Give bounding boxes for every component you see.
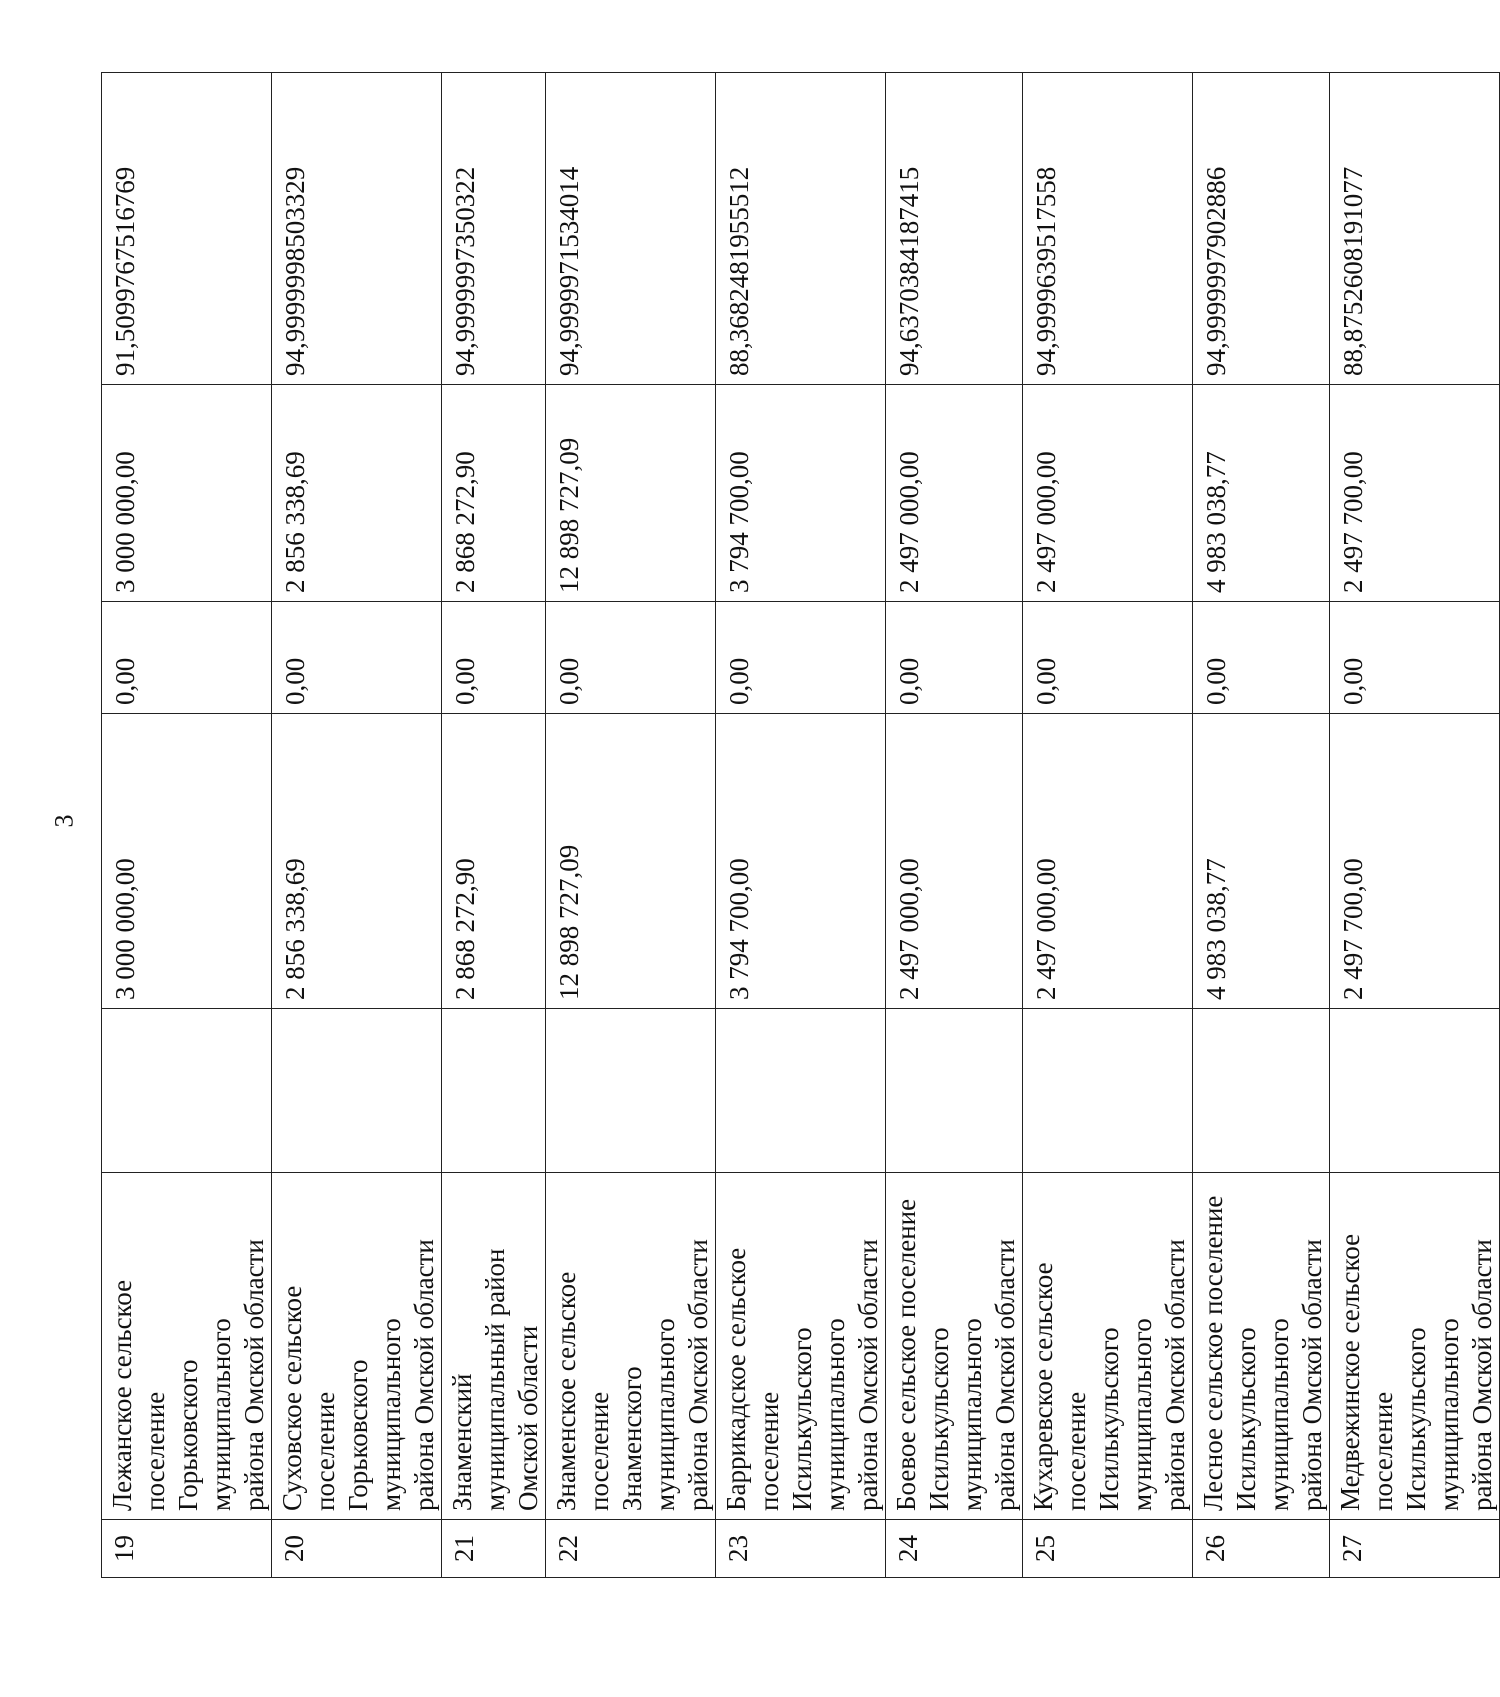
- municipality-name-cell: [1023, 1173, 1193, 1520]
- row-number-cell: 25: [1023, 1520, 1193, 1578]
- municipality-name-line: Лежанское сельское поселение: [107, 1279, 170, 1511]
- amount-cell: 2 497 000,00: [1023, 714, 1193, 1009]
- percent-cell: 91,5099767516769: [102, 73, 272, 385]
- row-number-cell: 20: [272, 1520, 442, 1578]
- empty-cell: [886, 1009, 1023, 1173]
- budget-table: [101, 72, 1500, 1578]
- table-body: [102, 73, 1500, 1578]
- empty-cell: [1023, 1009, 1193, 1173]
- zero-amount-cell: 0,00: [1023, 602, 1193, 714]
- rotated-table-container: [101, 73, 1497, 1578]
- amount-cell: 3 794 700,00: [716, 714, 886, 1009]
- municipality-name-line: района Омской области: [683, 1239, 713, 1511]
- zero-amount-cell: 0,00: [442, 602, 546, 714]
- empty-cell: [1193, 1009, 1330, 1173]
- table-row: [102, 73, 272, 1578]
- table-row: [442, 73, 546, 1578]
- municipality-name-line: Горьковского муниципального: [343, 1318, 406, 1511]
- municipality-name-cell: [442, 1173, 546, 1520]
- municipality-name-line: Боевое сельское поселение: [891, 1198, 921, 1511]
- total-amount-cell: 3 794 700,00: [716, 385, 886, 602]
- total-amount-cell: 12 898 727,09: [546, 385, 716, 602]
- municipality-name-cell: [102, 1173, 272, 1520]
- total-amount-cell: 2 497 700,00: [1330, 385, 1500, 602]
- total-amount-cell: 3 000 000,00: [102, 385, 272, 602]
- municipality-name-line: Исилькульского муниципального: [924, 1318, 987, 1511]
- municipality-name-cell: [886, 1173, 1023, 1520]
- empty-cell: [102, 1009, 272, 1173]
- total-amount-cell: 4 983 038,77: [1193, 385, 1330, 602]
- row-number-cell: 19: [102, 1520, 272, 1578]
- total-amount-cell: 2 497 000,00: [886, 385, 1023, 602]
- municipality-name-line: Исилькульского муниципального: [1094, 1318, 1157, 1511]
- row-number-cell: 21: [442, 1520, 546, 1578]
- municipality-name-line: района Омской области: [239, 1239, 269, 1511]
- municipality-name-line: района Омской области: [1297, 1239, 1327, 1511]
- empty-cell: [442, 1009, 546, 1173]
- amount-cell: 2 868 272,90: [442, 714, 546, 1009]
- municipality-name-line: Знаменское сельское поселение: [551, 1271, 614, 1511]
- percent-cell: 94,6370384187415: [886, 73, 1023, 385]
- municipality-name-line: района Омской области: [990, 1239, 1020, 1511]
- municipality-name-cell: [716, 1173, 886, 1520]
- municipality-name-line: Медвежинское сельское поселение: [1335, 1233, 1398, 1511]
- percent-cell: 94,9999639517558: [1023, 73, 1193, 385]
- amount-cell: 12 898 727,09: [546, 714, 716, 1009]
- municipality-name-line: Исилькульского муниципального: [1231, 1318, 1294, 1511]
- municipality-name-line: Исилькульского муниципального: [1401, 1318, 1464, 1511]
- municipality-name-line: Горьковского муниципального: [173, 1318, 236, 1511]
- row-number-cell: 23: [716, 1520, 886, 1578]
- table-row: [1023, 73, 1193, 1578]
- row-number-cell: 24: [886, 1520, 1023, 1578]
- table-row: [1330, 73, 1500, 1578]
- table-row: [886, 73, 1023, 1578]
- municipality-name-cell: [1330, 1173, 1500, 1520]
- empty-cell: [1330, 1009, 1500, 1173]
- percent-cell: 94,9999971534014: [546, 73, 716, 385]
- municipality-name-line: района Омской области: [409, 1239, 439, 1511]
- municipality-name-line: Омской области: [513, 1325, 543, 1511]
- table-row: [546, 73, 716, 1578]
- amount-cell: 3 000 000,00: [102, 714, 272, 1009]
- municipality-name-cell: [546, 1173, 716, 1520]
- empty-cell: [272, 1009, 442, 1173]
- municipality-name-line: Баррикадское сельское поселение: [721, 1247, 784, 1511]
- table-row: [1193, 73, 1330, 1578]
- total-amount-cell: 2 856 338,69: [272, 385, 442, 602]
- percent-cell: 94,9999997902886: [1193, 73, 1330, 385]
- zero-amount-cell: 0,00: [1330, 602, 1500, 714]
- municipality-name-line: Кухаревское сельское поселение: [1028, 1262, 1091, 1511]
- municipality-name-line: района Омской области: [1160, 1239, 1190, 1511]
- zero-amount-cell: 0,00: [1193, 602, 1330, 714]
- empty-cell: [716, 1009, 886, 1173]
- table-row: [716, 73, 886, 1578]
- zero-amount-cell: 0,00: [716, 602, 886, 714]
- municipality-name-line: Знаменский муниципальный район: [447, 1248, 510, 1511]
- municipality-name-line: района Омской области: [1467, 1239, 1497, 1511]
- zero-amount-cell: 0,00: [886, 602, 1023, 714]
- table-row: [272, 73, 442, 1578]
- zero-amount-cell: 0,00: [546, 602, 716, 714]
- municipality-name-line: Знаменского муниципального: [617, 1318, 680, 1511]
- row-number-cell: 27: [1330, 1520, 1500, 1578]
- row-number-cell: 22: [546, 1520, 716, 1578]
- total-amount-cell: 2 497 000,00: [1023, 385, 1193, 602]
- zero-amount-cell: 0,00: [102, 602, 272, 714]
- amount-cell: 2 497 700,00: [1330, 714, 1500, 1009]
- municipality-name-cell: [272, 1173, 442, 1520]
- amount-cell: 2 856 338,69: [272, 714, 442, 1009]
- percent-cell: 94,9999998503329: [272, 73, 442, 385]
- total-amount-cell: 2 868 272,90: [442, 385, 546, 602]
- percent-cell: 88,8752608191077: [1330, 73, 1500, 385]
- amount-cell: 4 983 038,77: [1193, 714, 1330, 1009]
- municipality-name-cell: [1193, 1173, 1330, 1520]
- empty-cell: [546, 1009, 716, 1173]
- municipality-name-line: района Омской области: [853, 1239, 883, 1511]
- page-number: 3: [49, 814, 79, 828]
- municipality-name-line: Суховское сельское поселение: [277, 1285, 340, 1511]
- amount-cell: 2 497 000,00: [886, 714, 1023, 1009]
- percent-cell: 88,3682481955512: [716, 73, 886, 385]
- percent-cell: 94,9999997350322: [442, 73, 546, 385]
- row-number-cell: 26: [1193, 1520, 1330, 1578]
- municipality-name-line: Исилькульского муниципального: [787, 1318, 850, 1511]
- zero-amount-cell: 0,00: [272, 602, 442, 714]
- municipality-name-line: Лесное сельское поселение: [1198, 1195, 1228, 1511]
